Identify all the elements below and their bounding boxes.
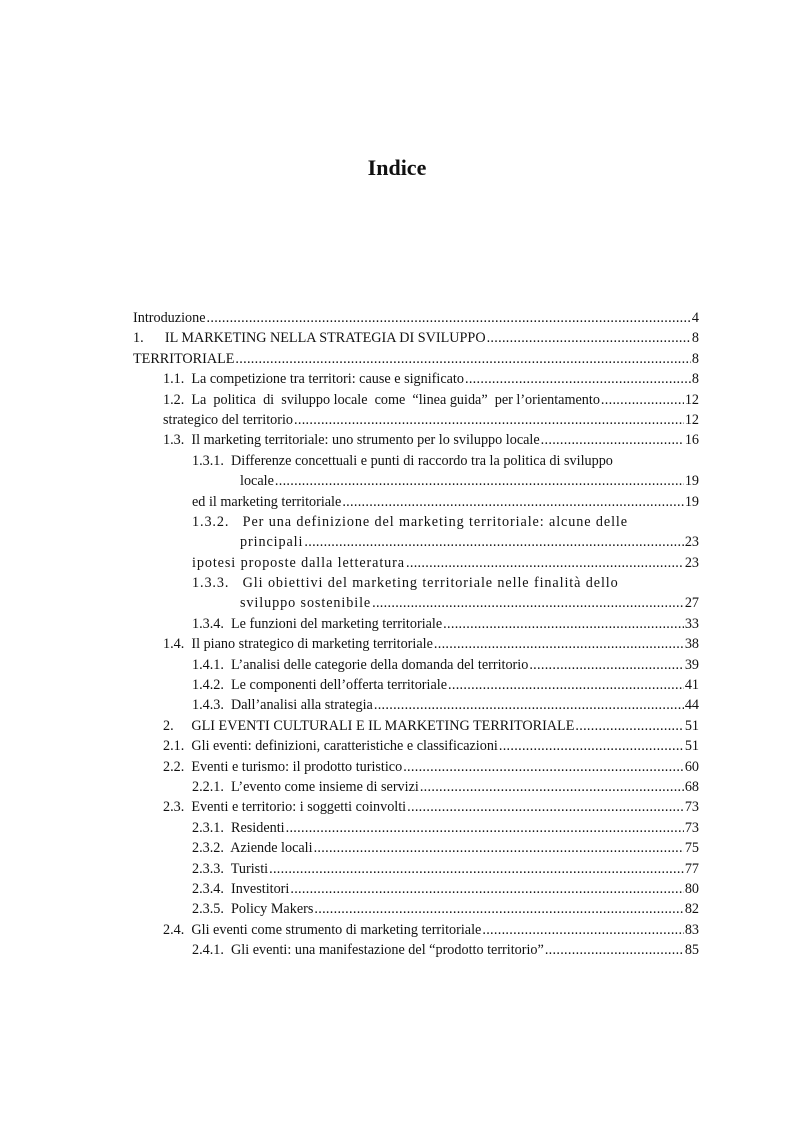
toc-entry-label: sviluppo sostenibile (240, 595, 372, 612)
toc-entry-label: 2.3.3. Turisti (192, 860, 269, 877)
toc-entry (133, 573, 699, 593)
toc-entry-label: 1.3.4. Le funzioni del marketing territoriale (192, 615, 443, 632)
toc-entry-label: strategico del territorio (163, 411, 294, 428)
toc-page-number: 19 (684, 473, 699, 490)
toc-entry-label: 2.4. Gli eventi come strumento di marketing territoriale (163, 921, 482, 938)
toc-entry (133, 716, 699, 736)
toc-entry-label: ipotesi proposte dalla letteratura (192, 554, 406, 571)
toc-entry-label: 1.3.1. Differenze concettuali e punti di raccordo tra la politica di sviluppo (192, 452, 613, 469)
toc-leader-dots (314, 838, 684, 858)
toc-entry-label: 1.3. Il marketing territoriale: uno strumento per lo sviluppo locale (163, 432, 540, 449)
toc-entry (133, 614, 699, 634)
toc-entry (133, 859, 699, 879)
toc-entry (133, 818, 699, 838)
toc-leader-dots (372, 593, 684, 613)
toc-entry-label: principali (240, 534, 304, 551)
toc-page-number: 77 (684, 860, 699, 877)
toc-entry (133, 675, 699, 695)
toc-entry (133, 593, 699, 613)
toc-leader-dots (465, 369, 691, 389)
toc-leader-dots (443, 614, 684, 634)
toc-page-number: 8 (691, 371, 699, 388)
toc-entry (133, 797, 699, 817)
toc-entry-label: 1.4. Il piano strategico di marketing territoriale (163, 636, 433, 653)
toc-entry (133, 879, 699, 899)
toc-entry-label: 2.2. Eventi e turismo: il prodotto turistico (163, 758, 403, 775)
toc-leader-dots (434, 634, 684, 654)
toc-page-number: 23 (684, 554, 699, 571)
toc-page-number: 68 (684, 778, 699, 795)
toc-entry-label: 2.3.4. Investitori (192, 880, 290, 897)
toc-page-number: 85 (684, 942, 699, 959)
toc-entry-label: 1.4.1. L’analisi delle categorie della domanda del territorio (192, 656, 529, 673)
toc-entry (133, 553, 699, 573)
toc-entry (133, 777, 699, 797)
toc-entry (133, 430, 699, 450)
toc-entry-label: 1.1. La competizione tra territori: cause e significato (163, 371, 464, 388)
toc-page-number: 38 (684, 636, 699, 653)
toc-leader-dots (374, 695, 684, 715)
toc-entry (133, 532, 699, 552)
toc-leader-dots (499, 736, 684, 756)
toc-leader-dots (286, 818, 684, 838)
toc-entry (133, 390, 699, 410)
toc-page-number: 12 (684, 411, 699, 428)
toc-entry (133, 471, 699, 491)
toc-page-number: 8 (691, 330, 699, 347)
toc-leader-dots (235, 349, 691, 369)
toc-page-number: 51 (684, 717, 699, 734)
toc-entry (133, 899, 699, 919)
toc-leader-dots (420, 777, 684, 797)
toc-entry (133, 695, 699, 715)
toc-leader-dots (269, 859, 684, 879)
toc-entry-label: ed il marketing territoriale (192, 493, 342, 510)
toc-page-number: 82 (684, 901, 699, 918)
toc-page-number: 73 (684, 799, 699, 816)
toc-entry-label: 1.3.3. Gli obiettivi del marketing territoriale nelle finalità dello (192, 575, 619, 592)
toc-leader-dots (575, 716, 683, 736)
toc-entry (133, 410, 699, 430)
toc-page-number: 12 (684, 391, 699, 408)
toc-entry (133, 492, 699, 512)
toc-entry-label: 2.3. Eventi e territorio: i soggetti coinvolti (163, 799, 407, 816)
toc-page-number: 80 (684, 880, 699, 897)
toc-page-number: 60 (684, 758, 699, 775)
toc-entry-label: 2.4.1. Gli eventi: una manifestazione del “prodotto territorio” (192, 942, 544, 959)
toc-entry-label: 2.3.5. Policy Makers (192, 901, 314, 918)
toc-page-number: 16 (684, 432, 699, 449)
toc-entry (133, 634, 699, 654)
toc-entry-label: locale (240, 473, 274, 490)
toc-entry-label: 1.4.3. Dall’analisi alla strategia (192, 697, 373, 714)
toc-entry (133, 838, 699, 858)
toc-page-number: 4 (691, 310, 699, 326)
toc-entry (133, 757, 699, 777)
toc-entry (133, 369, 699, 389)
toc-entry (133, 308, 699, 328)
toc-entry-label: 1.2. La politica di sviluppo locale come “linea guida” per l’orientamento (163, 391, 600, 408)
toc-leader-dots (482, 920, 683, 940)
toc-page-number: 75 (684, 840, 699, 857)
toc-entry-label: TERRITORIALE (133, 350, 235, 367)
toc-page-number: 19 (684, 493, 699, 510)
toc-leader-dots (275, 471, 684, 491)
toc-leader-dots (545, 940, 684, 960)
toc-page-number: 73 (684, 819, 699, 836)
toc-entry (133, 512, 699, 532)
toc-leader-dots (290, 879, 683, 899)
toc-entry (133, 349, 699, 369)
toc-entry-label: 1.4.2. Le componenti dell’offerta territoriale (192, 677, 448, 694)
toc-page-number: 44 (684, 697, 699, 714)
toc-page-number: 33 (684, 615, 699, 632)
page-title: Indice (367, 155, 427, 180)
toc-page-number: 41 (684, 677, 699, 694)
toc-leader-dots (541, 430, 684, 450)
toc-entry (133, 328, 699, 348)
toc-page-number: 23 (684, 534, 699, 551)
toc-leader-dots (407, 797, 684, 817)
toc-entry (133, 451, 699, 471)
toc-entry (133, 655, 699, 675)
toc-leader-dots (406, 553, 684, 573)
toc-leader-dots (601, 390, 684, 410)
toc-leader-dots (403, 757, 684, 777)
toc-leader-dots (314, 899, 683, 919)
toc-page-number: 8 (691, 350, 699, 367)
toc-leader-dots (487, 328, 691, 348)
toc-entry-label: 2.1. Gli eventi: definizioni, caratteristiche e classificazioni (163, 738, 498, 755)
toc-entry-label: 2.3.1. Residenti (192, 819, 285, 836)
toc-entry-label: 2.2.1. L’evento come insieme di servizi (192, 778, 419, 795)
toc-leader-dots (304, 532, 683, 552)
toc-leader-dots (448, 675, 684, 695)
toc-leader-dots (207, 308, 691, 328)
toc-entry-label: Introduzione (133, 310, 206, 326)
toc-leader-dots (294, 410, 684, 430)
toc-page-number: 27 (684, 595, 699, 612)
toc-entry-label: 1. IL MARKETING NELLA STRATEGIA DI SVILUPPO (133, 330, 486, 347)
toc-entry (133, 920, 699, 940)
toc-entry-label: 2.3.2. Aziende locali (192, 840, 313, 857)
toc-page-number: 39 (684, 656, 699, 673)
toc-leader-dots (529, 655, 684, 675)
toc-leader-dots (342, 492, 684, 512)
toc-entry (133, 736, 699, 756)
toc-page-number: 51 (684, 738, 699, 755)
toc-entry-label: 1.3.2. Per una definizione del marketing territoriale: alcune delle (192, 513, 628, 530)
toc-entry (133, 940, 699, 960)
toc-page-number: 83 (684, 921, 699, 938)
table-of-contents (133, 308, 699, 961)
toc-entry-label: 2. GLI EVENTI CULTURALI E IL MARKETING TERRITORIALE (163, 717, 575, 734)
